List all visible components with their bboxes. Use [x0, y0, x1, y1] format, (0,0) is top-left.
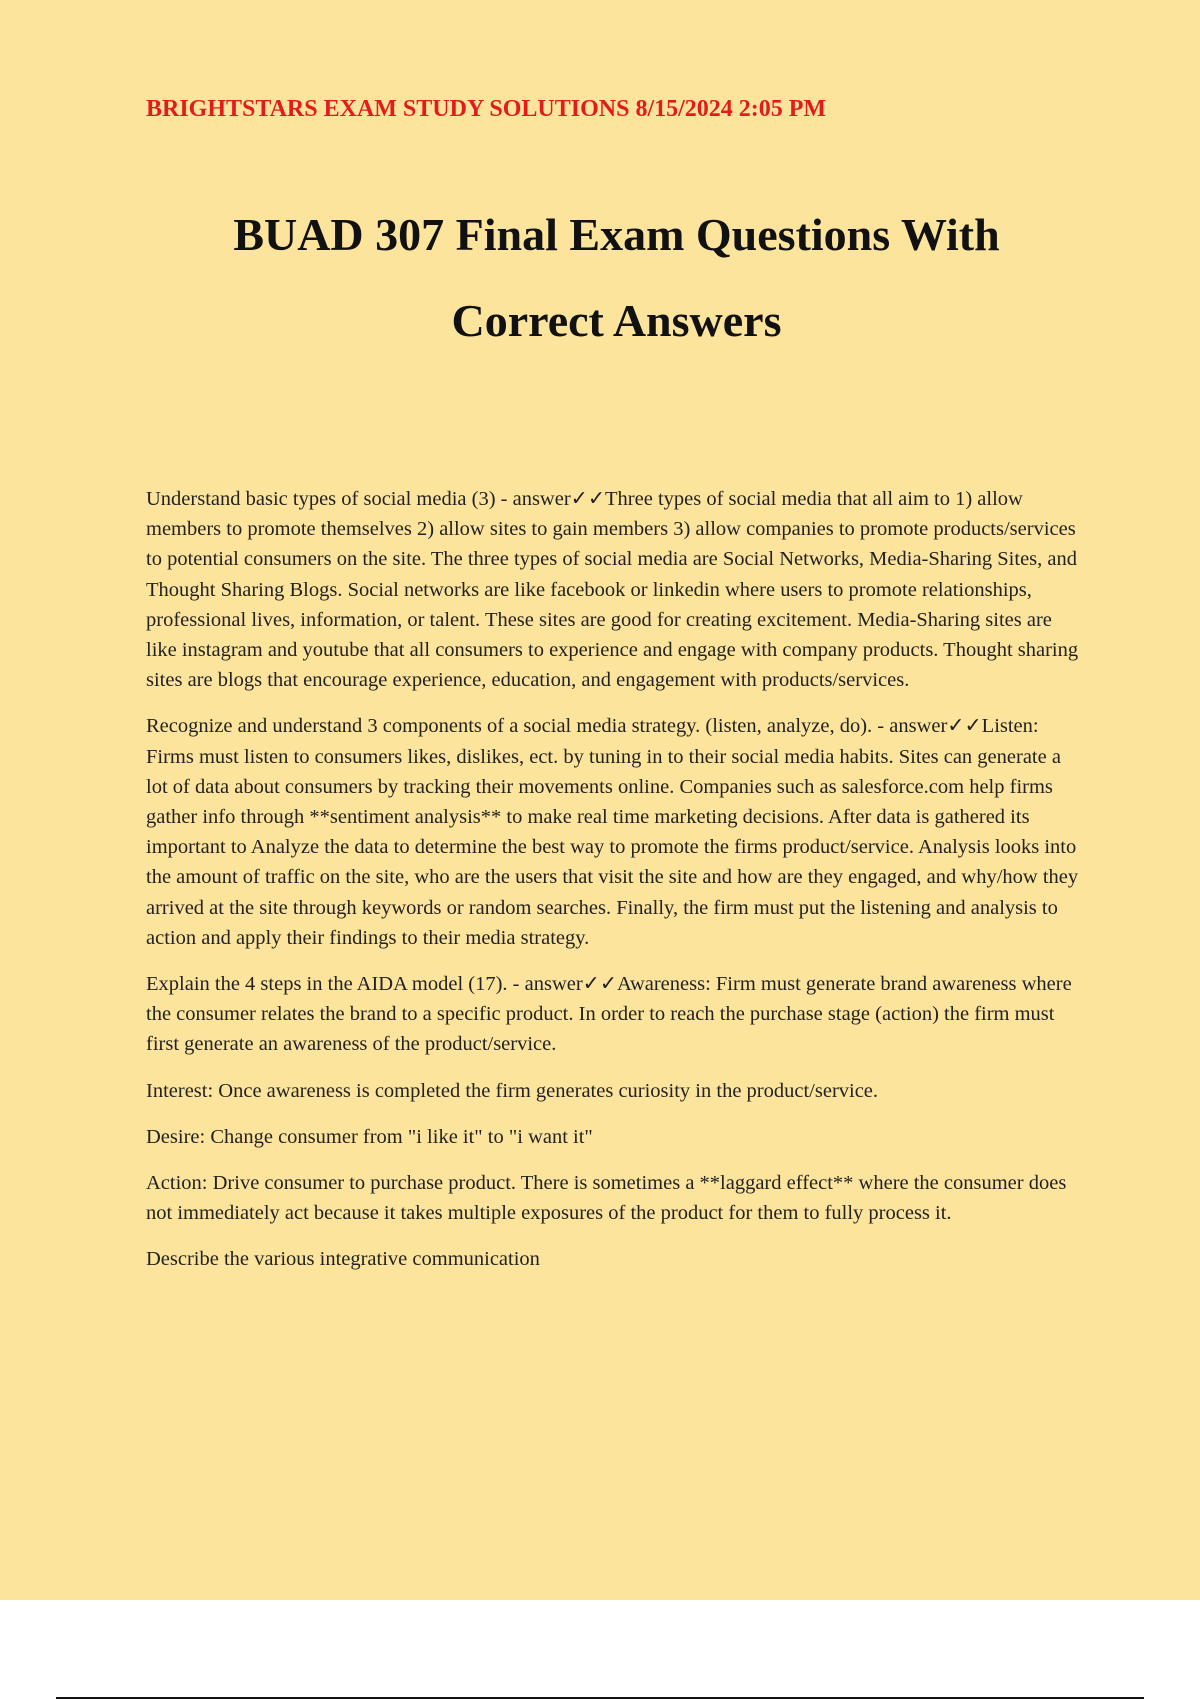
- paragraph-aida-action: Action: Drive consumer to purchase product. There is sometimes a **laggard effect** where the consumer does not immediately act because it takes multiple exposures of the product for them to fully process it.: [146, 1172, 1067, 1225]
- paragraph-integrative-communication: Describe the various integrative communication: [146, 1248, 540, 1271]
- header-watermark-text: BRIGHTSTARS EXAM STUDY SOLUTIONS 8/15/2024 2:05 PM: [146, 96, 827, 122]
- paragraph-aida-interest: Interest: Once awareness is completed the firm generates curiosity in the product/service.: [146, 1079, 879, 1102]
- paragraph-social-media-strategy: Recognize and understand 3 components of a social media strategy. (listen, analyze, do). - answer✓✓Listen: Firms must listen to consumers likes, dislikes, ect. by tuning in to their social media habits. Sites can generate a lot of data about consumers by tracking their movements online. Companies such as salesforce.com help firms gather info through **sentiment analysis** to make real time marketing decisions. After data is gathered its important to Analyze the data to determine the best way to promote the firms product/service. Analysis looks into the amount of traffic on the site, who are the users that visit the site and how are they engaged, and why/how they arrived at the site through keywords or random searches. Finally, the firm must put the listening and analysis to action and apply their findings to their media strategy.: [146, 715, 1079, 949]
- title-line-1: BUAD 307 Final Exam Questions With: [233, 209, 1000, 260]
- paragraph-aida-awareness: Explain the 4 steps in the AIDA model (17). - answer✓✓Awareness: Firm must generate brand awareness where the consumer relates the brand to a specific product. In order to reach the purchase stage (action) the firm must first generate an awareness of the product/service.: [146, 973, 1072, 1056]
- title-line-2: Correct Answers: [451, 295, 782, 346]
- page-divider: [56, 1697, 1144, 1699]
- paragraph-social-media-types: Understand basic types of social media (3) - answer✓✓Three types of social media that all aim to 1) allow members to promote themselves 2) allow sites to gain members 3) allow companies to promote products/services to potential consumers on the site. The three types of social media are Social Networks, Media-Sharing Sites, and Thought Sharing Blogs. Social networks are like facebook or linkedin where users to promote relationships, professional lives, information, or talent. These sites are good for creating excitement. Media-Sharing sites are like instagram and youtube that all consumers to experience and engage with company products. Thought sharing sites are blogs that encourage experience, education, and engagement with products/services.: [146, 488, 1079, 692]
- page-title: [0, 192, 1200, 364]
- paragraph-aida-desire: Desire: Change consumer from "i like it" to "i want it": [146, 1125, 593, 1148]
- document-body: [146, 484, 1086, 1291]
